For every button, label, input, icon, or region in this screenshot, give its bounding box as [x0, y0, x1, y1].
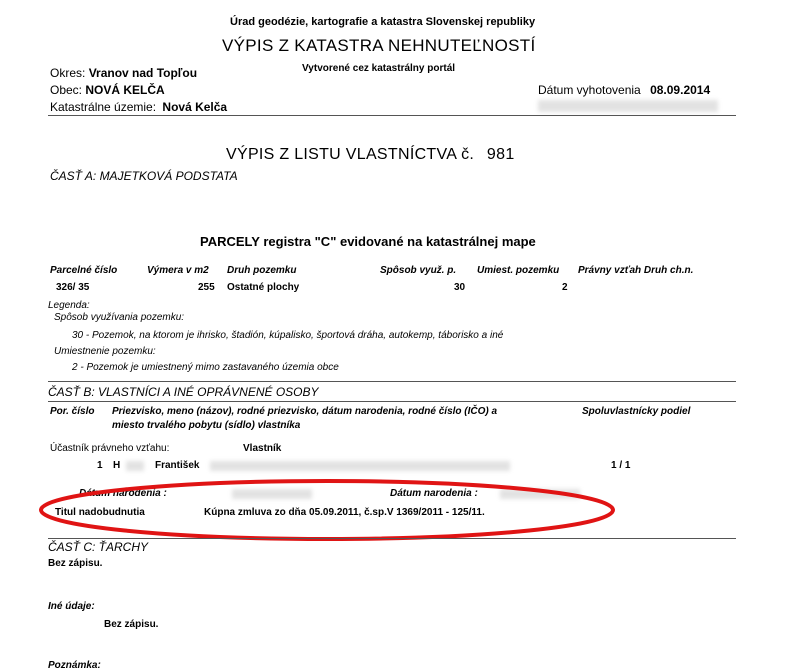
part-a-title: ČASŤ A: MAJETKOVÁ PODSTATA [50, 169, 238, 183]
lv-number: 981 [486, 146, 515, 163]
title-label: Titul nadobudnutia [55, 507, 145, 518]
obec-row [50, 83, 165, 97]
birth-label-1: Dátum narodenia : [79, 488, 167, 499]
legend-use-text: 30 - Pozemok, na ktorom je ihrisko, štadión, kúpalisko, športová dráha, autokemp, táborisko a iné [72, 330, 504, 341]
part-b-end-divider [48, 538, 736, 539]
redacted-owner-details [210, 461, 510, 471]
okres-value: Vranov nad Topľou [88, 66, 198, 80]
part-b-divider [48, 401, 736, 402]
date-label: Dátum vyhotovenia [538, 83, 641, 97]
col-legal: Právny vzťah Druh ch.n. [578, 265, 694, 276]
row-loc: 2 [562, 282, 568, 293]
title-value: Kúpna zmluva zo dňa 05.09.2011, č.sp.V 1369/2011 - 125/11. [204, 507, 485, 518]
row-area: 255 [198, 282, 215, 293]
legend-title: Legenda: [48, 300, 90, 311]
legend-use-title: Spôsob využívania pozemku: [54, 312, 185, 323]
red-ellipse-annotation [36, 476, 618, 544]
col-name-1: Priezvisko, meno (názov), rodné priezvisko, dátum narodenia, rodné číslo (IČO) a [112, 406, 498, 417]
ku-label: Katastrálne územie: [50, 100, 157, 114]
legend-loc-title: Umiestnenie pozemku: [54, 346, 156, 357]
birth-label-2: Dátum narodenia : [390, 488, 478, 499]
date-value: 08.09.2014 [650, 83, 711, 97]
note-label: Poznámka: [48, 660, 101, 671]
date-row [538, 83, 710, 97]
okres-row [50, 66, 197, 80]
portal-note: Vytvorené cez katastrálny portál [302, 63, 456, 74]
participant-value: Vlastník [243, 443, 282, 454]
row-use: 30 [454, 282, 466, 293]
col-order: Por. číslo [50, 406, 95, 417]
obec-value: NOVÁ KELČA [85, 83, 165, 97]
legend-loc-text: 2 - Pozemok je umiestnený mimo zastavaného územia obce [72, 362, 339, 373]
owner-share: 1 / 1 [611, 460, 631, 471]
other-label: Iné údaje: [48, 601, 95, 612]
lv-title: VÝPIS Z LISTU VLASTNÍCTVA č. [226, 146, 475, 163]
header-divider [48, 115, 736, 116]
ku-row [50, 100, 227, 114]
participant-label: Účastník právneho vzťahu: [50, 443, 170, 454]
owner-first-name: František [155, 460, 200, 471]
col-area: Výmera v m2 [147, 265, 209, 276]
col-loc: Umiest. pozemku [477, 265, 560, 276]
document-title: VÝPIS Z KATASTRA NEHNUTEĽNOSTÍ [222, 36, 536, 55]
col-parcel: Parcelné číslo [50, 265, 118, 276]
other-value: Bez zápisu. [104, 619, 159, 630]
owner-initial: H [113, 460, 121, 471]
obec-label: Obec: [50, 83, 83, 97]
parcels-title: PARCELY registra "C" evidované na katastrálnej mape [200, 234, 536, 249]
part-a-divider [48, 381, 736, 382]
redacted-surname [126, 461, 144, 471]
okres-label: Okres: [50, 66, 86, 80]
ku-value: Nová Kelča [162, 100, 228, 114]
part-b-title: ČASŤ B: VLASTNÍCI A INÉ OPRÁVNENÉ OSOBY [48, 385, 319, 399]
col-use: Spôsob využ. p. [380, 265, 457, 276]
row-type: Ostatné plochy [227, 282, 300, 293]
redacted-area [538, 100, 718, 112]
col-share: Spoluvlastnícky podiel [582, 406, 691, 417]
col-name-2: miesto trvalého pobytu (sídlo) vlastníka [112, 420, 301, 431]
part-c-value: Bez zápisu. [48, 558, 103, 569]
lv-title-row [226, 146, 515, 164]
part-c-title: ČASŤ C: ŤARCHY [48, 540, 149, 554]
issuing-authority: Úrad geodézie, kartografie a katastra Slovenskej republiky [230, 16, 536, 28]
row-parcel: 326/ 35 [56, 282, 90, 293]
owner-number: 1 [97, 460, 103, 471]
col-type: Druh pozemku [227, 265, 297, 276]
